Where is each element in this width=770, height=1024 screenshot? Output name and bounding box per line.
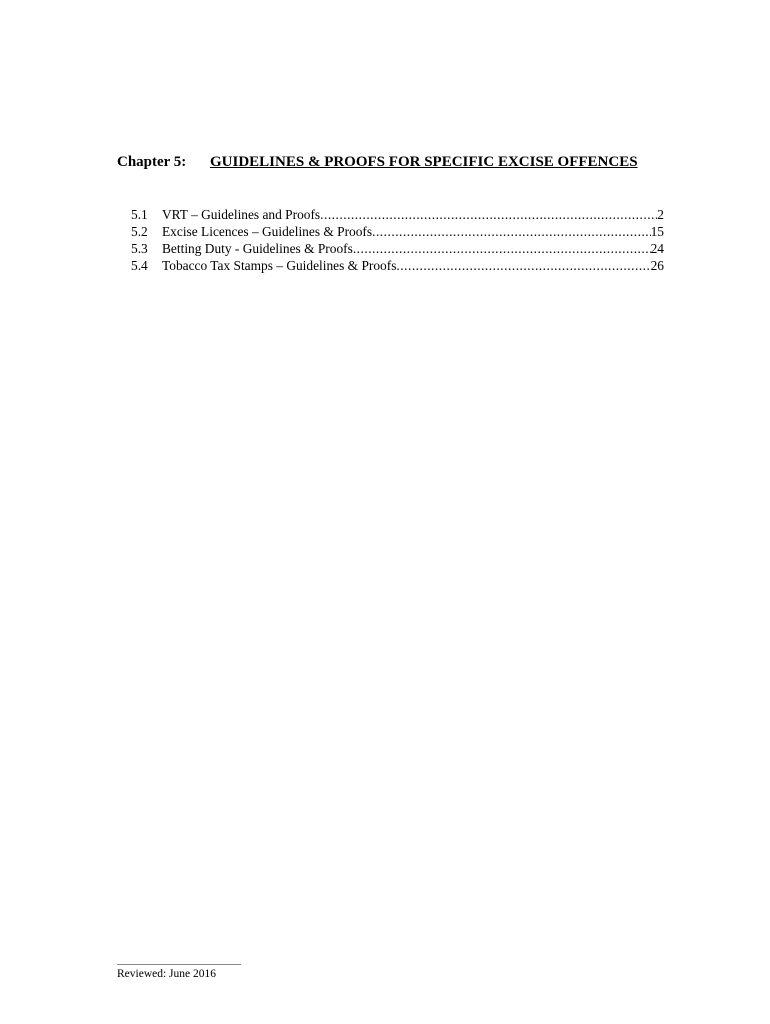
toc-dot-leader — [353, 240, 651, 257]
toc-dot-leader — [320, 206, 657, 223]
toc-entry-number: 5.4 — [131, 258, 148, 273]
toc-entry[interactable] — [131, 206, 664, 223]
toc-dot-leader — [372, 223, 651, 240]
toc-entry-page: 26 — [650, 258, 664, 273]
toc-entry[interactable] — [131, 240, 664, 257]
toc-entry-number: 5.3 — [131, 241, 148, 256]
footer-reviewed-date: Reviewed: June 2016 — [117, 968, 217, 980]
toc-entry-page: 15 — [650, 224, 664, 239]
chapter-title: GUIDELINES & PROOFS FOR SPECIFIC EXCISE OFFENCES — [210, 154, 638, 170]
toc-entry-number: 5.1 — [131, 207, 148, 222]
footer-divider — [117, 964, 241, 965]
toc-dot-leader — [396, 257, 650, 274]
toc-entry-number: 5.2 — [131, 224, 148, 239]
toc-entry-title: Tobacco Tax Stamps – Guidelines & Proofs — [162, 258, 397, 273]
toc-entry-page: 2 — [657, 207, 664, 222]
toc-entry[interactable] — [131, 257, 664, 274]
toc-entry-title: VRT – Guidelines and Proofs — [162, 207, 321, 222]
table-of-contents — [131, 206, 664, 274]
toc-entry-page: 24 — [650, 241, 664, 256]
toc-entry[interactable] — [131, 223, 664, 240]
chapter-label: Chapter 5: — [117, 154, 187, 170]
chapter-heading — [117, 154, 677, 171]
toc-entry-title: Betting Duty - Guidelines & Proofs — [162, 241, 353, 256]
toc-entry-title: Excise Licences – Guidelines & Proofs — [162, 224, 373, 239]
